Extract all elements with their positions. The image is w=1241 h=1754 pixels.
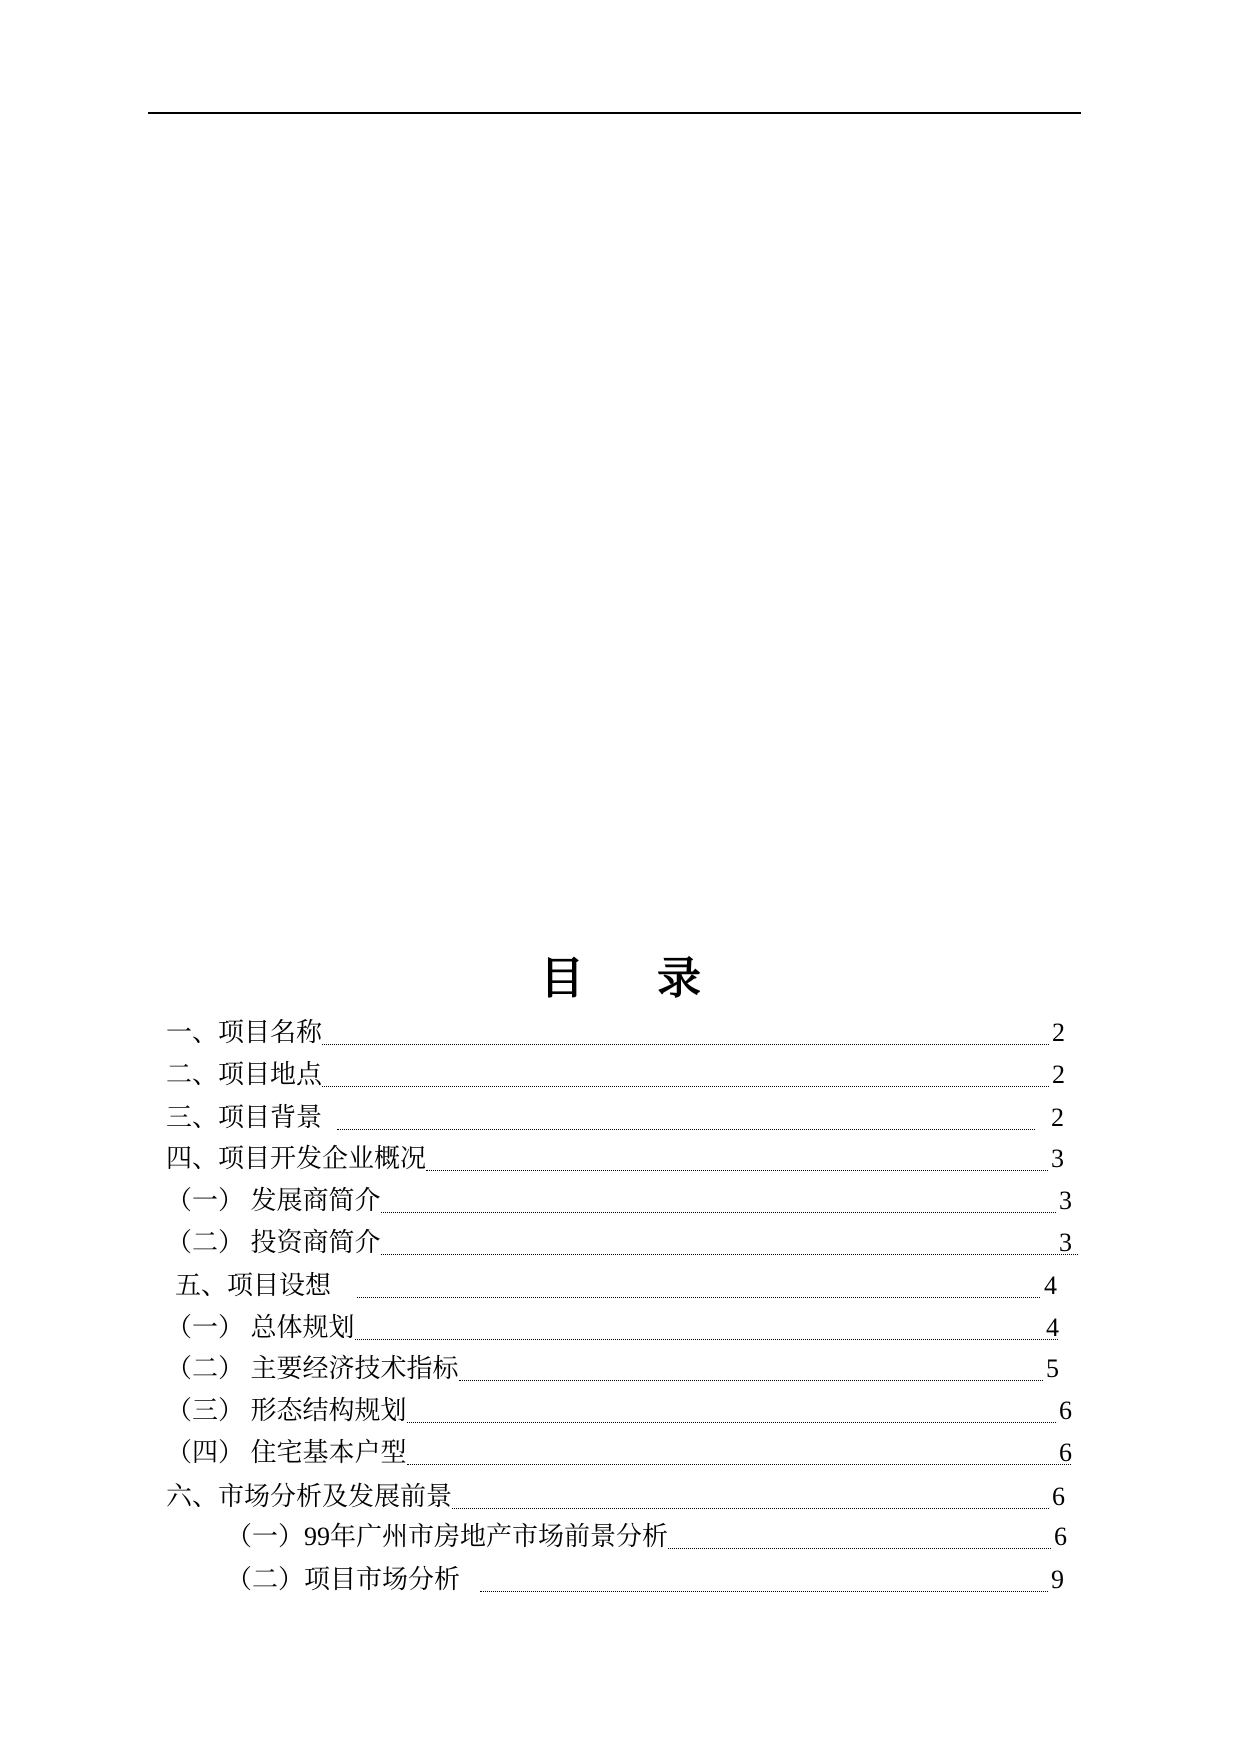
toc-entry: [166, 1312, 1059, 1344]
toc-entry: [166, 1437, 1072, 1469]
toc-entry-label: 二、项目地点: [166, 1060, 323, 1089]
toc-page-number: 2: [1051, 1103, 1064, 1132]
toc-dot-leader: [452, 1508, 1049, 1509]
toc-page-number: 3: [1051, 1144, 1064, 1173]
toc-entry-label: （二） 投资商简介: [166, 1228, 381, 1257]
toc-page-number: 6: [1052, 1482, 1065, 1511]
toc-entry: [166, 1185, 1072, 1217]
toc-page-number: 6: [1059, 1438, 1072, 1467]
toc-dot-leader: [426, 1170, 1048, 1171]
toc-entry-label: （三） 形态结构规划: [166, 1396, 407, 1425]
toc-entry: [166, 1059, 1065, 1091]
toc-entry-label: 五、项目设想: [175, 1271, 332, 1300]
toc-dot-leader: [322, 1086, 1049, 1087]
toc-dot-leader: [459, 1380, 1043, 1381]
toc-dot-leader: [357, 1297, 1040, 1298]
toc-entry-label: （一） 总体规划: [166, 1313, 355, 1342]
toc-entry-label: 四、项目开发企业概况: [166, 1144, 427, 1173]
header-rule: [148, 112, 1081, 114]
toc-entry: [226, 1521, 1067, 1553]
page-title: 目 录: [540, 954, 701, 1003]
toc-dot-leader: [668, 1548, 1051, 1549]
toc-dot-leader: [322, 1044, 1049, 1045]
toc-dot-leader: [381, 1212, 1056, 1213]
toc-entry-label: 六、市场分析及发展前景: [166, 1482, 453, 1511]
toc-dot-leader: [355, 1339, 1058, 1340]
toc-dot-leader: [407, 1464, 1071, 1465]
toc-entry: [166, 1481, 1065, 1513]
toc-page-number: 4: [1046, 1313, 1059, 1342]
toc-entry: [226, 1564, 1064, 1596]
toc-page-number: 3: [1059, 1228, 1072, 1257]
toc-entry: [166, 1227, 1072, 1259]
toc-page-number: 3: [1059, 1186, 1072, 1215]
toc-entry-label: （二）项目市场分析: [226, 1565, 461, 1594]
toc-dot-leader: [337, 1129, 1035, 1130]
toc-entry-label: （二） 主要经济技术指标: [166, 1354, 459, 1383]
toc-page-number: 4: [1044, 1271, 1057, 1300]
toc-entry: [166, 1143, 1064, 1175]
toc-dot-leader: [480, 1591, 1048, 1592]
toc-page-number: 2: [1052, 1060, 1065, 1089]
toc-entry-label: （一） 发展商简介: [166, 1186, 381, 1215]
toc-entry-label: （四） 住宅基本户型: [166, 1438, 407, 1467]
toc-entry-label: 一、项目名称: [166, 1018, 323, 1047]
toc-page-number: 2: [1052, 1018, 1065, 1047]
toc-entry: [166, 1102, 1064, 1134]
toc-page-number: 6: [1059, 1396, 1072, 1425]
toc-entry: [166, 1017, 1065, 1049]
toc-entry-label: （一）99年广州市房地产市场前景分析: [226, 1522, 669, 1551]
toc-entry: [166, 1395, 1072, 1427]
toc-entry-label: 三、项目背景: [166, 1103, 323, 1132]
toc-dot-leader: [407, 1422, 1056, 1423]
toc-page-number: 5: [1046, 1354, 1059, 1383]
toc-page-number: 6: [1054, 1522, 1067, 1551]
toc-entry: [175, 1270, 1057, 1302]
toc-dot-leader: [381, 1254, 1078, 1255]
toc-page-number: 9: [1051, 1565, 1064, 1594]
toc-entry: [166, 1353, 1059, 1385]
